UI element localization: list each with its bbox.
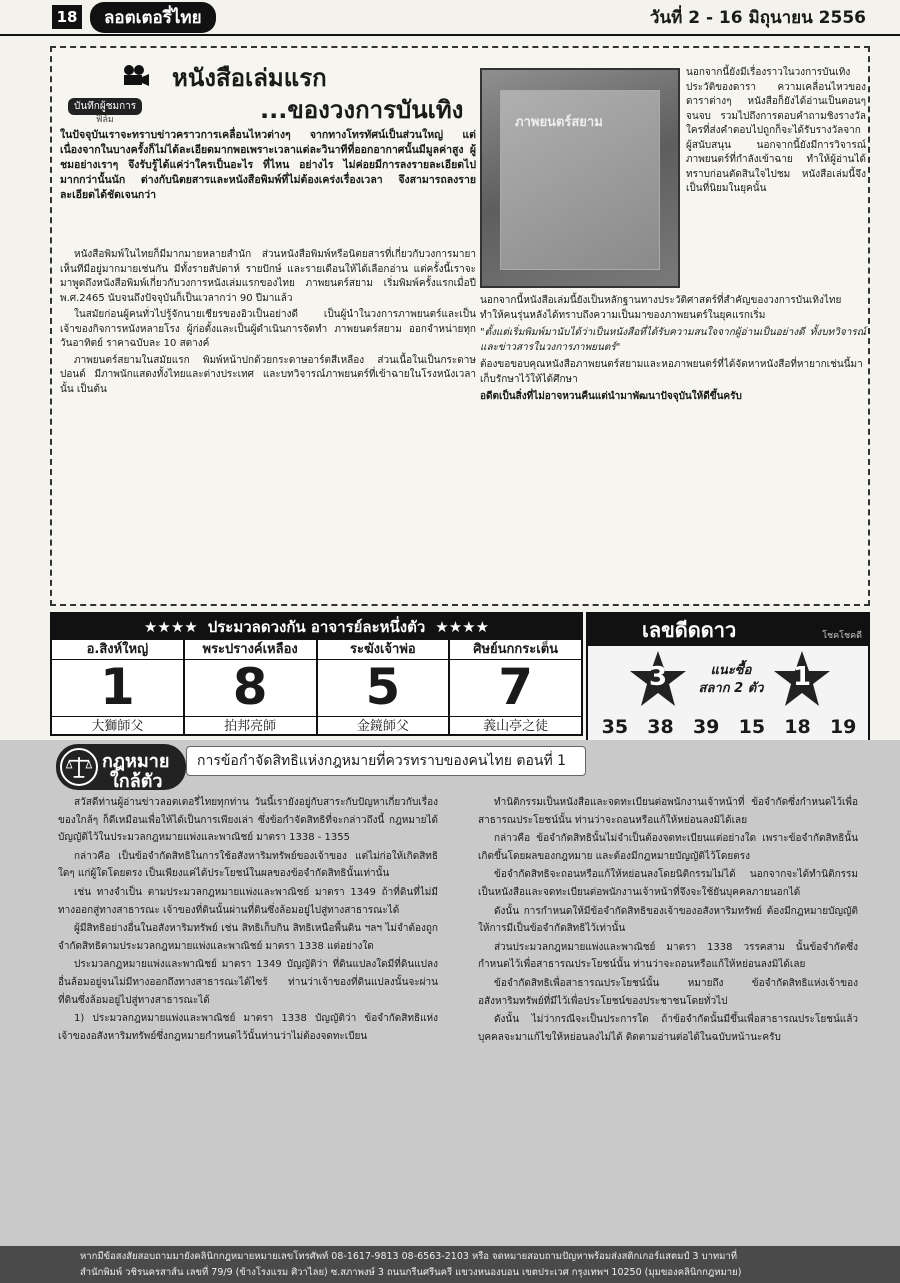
quote-paragraph: "ตั้งแต่เริ่มพิมพ์มานับได้ว่าเป็นหนังสือที่ได้รับความสนใจจากผู้อ่านเป็นอย่างดี ทั้งบทวิจารณ์และข่าวสารในวงการภาพยนตร์" <box>480 327 866 353</box>
scales-of-justice-icon <box>60 748 98 786</box>
master-column <box>185 640 318 736</box>
lotto-number: 38 <box>647 716 674 738</box>
footer-line1: หากมีข้อสงสัยสอบถามมายังคลินิกกฎหมายหมายเลขโทรศัพท์ 08-1617-9813 08-6563-2103 หรือ จดหมายสอบถามปัญหาพร้อมส่งสติกเกอร์แสตมป์ 3 บาทมาที่ <box>80 1251 738 1262</box>
lotto-number: 35 <box>601 716 629 738</box>
advice-line2: สลาก 2 ตัว <box>698 681 764 696</box>
article-title-block <box>60 54 480 125</box>
master-name: อ.สิงห์ใหญ่ <box>52 640 183 660</box>
lottery-grid <box>52 640 581 736</box>
star-icon <box>628 650 688 708</box>
law-paragraph: ผู้มีสิทธิอย่างอื่นในอสังหาริมทรัพย์ เช่น สิทธิเก็บกิน สิทธิเหนือพื้นดิน ฯลฯ ไม่จำต้องถูกจำกัดสิทธิตามประมวลกฎหมายแพ่งและพาณิชย์ มาตรา 1338 แต่อย่างใด <box>58 923 438 952</box>
article-title-line1: หนังสือเล่มแรก <box>172 64 327 92</box>
body-paragraph: ในสมัยก่อนผู้คนทั่วไปรู้จักนายเชียรของอิวเป็นอย่างดี เป็นผู้นำในวงการภาพยนตร์และเป็นเจ้าของกิจการหนังหลายโรง ผู้ก่อตั้งและเป็นผู้ดำเนินการจัดทำ ภาพยนตร์สยาม ออกจำหน่ายทุกวันอาทิตย์ ราคาฉบับละ 10 สตางค์ <box>60 309 476 349</box>
body-paragraph: ภาพยนตร์สยามในสมัยแรก พิมพ์หน้าปกด้วยกระดาษอาร์ตสีเหลือง ส่วนเนื้อในเป็นกระดาษปอนด์ มีภาพนักแสดงทั้งไทยและต่างประเทศ และบทวิจารณ์ภาพยนตร์ที่เข้าฉายในโรงหนังเวลานั้น เป็นต้น <box>60 354 476 395</box>
article-right-column: นอกจากนี้ยังมีเรื่องราวในวงการบันเทิง ประวัติของดารา ความเคลื่อนไหวของดาราต่างๆ หนังสือก็ยังได้อ่านเป็นตอนๆ จนจบ รวมไปถึงการตอบคำถามชิงรางวัล ใครที่ส่งคำตอบไปถูกก็จะได้รับรางวัลจากผู้สนับสนุน นอกจากนี้ยังมีการวิจารณ์ภาพยนตร์ที่กำลังเข้าฉาย ทำให้ผู้อ่านได้ทราบก่อนตัดสินใจไปชม หนังสือเล่มนี้จึงเป็นที่นิยมในยุคนั้น <box>686 67 866 194</box>
law-paragraph: ทำนิติกรรมเป็นหนังสือและจดทะเบียนต่อพนักงานเจ้าหน้าที่ ข้อจำกัดซึ่งกำหนดไว้เพื่อสาธารณประโยชน์นั้น ท่านว่าจะถอนหรือแก้ให้หย่อนลงมิได้เลย <box>478 797 858 826</box>
master-name: ระฆังเจ้าพ่อ <box>318 640 449 660</box>
law-paragraph: เช่น ทางจำเป็น ตามประมวลกฎหมายแพ่งและพาณิชย์ มาตรา 1349 ถ้าที่ดินที่ไม่มีทางออกสู่ทางสาธารณะ เจ้าของที่ดินนั้นผ่านที่ดินซึ่งล้อมอยู่ไปสู่ทางสาธารณะได้ <box>58 886 438 916</box>
master-column <box>318 640 451 736</box>
article-body <box>60 248 476 399</box>
law-column-tag <box>56 744 186 790</box>
lucky-number: 1 <box>99 658 135 716</box>
star-number-left: 3 <box>648 662 668 692</box>
column-kicker: ฟิล์ม <box>96 115 114 125</box>
law-section <box>0 740 900 1283</box>
closing-line: อดีตเป็นสิ่งที่ไม่อาจหวนคืนแต่นำมาพัฒนาปัจจุบันให้ดีขึ้นครับ <box>480 391 742 402</box>
law-left-column <box>58 794 438 1046</box>
magazine-cover <box>500 90 660 270</box>
magazine-cover-photo <box>480 68 680 288</box>
law-tag-line2: ใกล้ตัว <box>110 771 163 792</box>
footer-line2: สำนักพิมพ์ วชิรนครสาส์น เลขที่ 79/9 (ข้างโรงแรม ศิวาไลย) ซ.สภาพงษ์ 3 ถนนกรีนศรีนครี แขวงหนองบอน เขตประเวศ กรุงเทพฯ 10250 (มุมของคลินิกกฎหมาย) <box>80 1267 742 1278</box>
star-number-right: 1 <box>792 662 812 692</box>
star-lotto-header <box>588 614 868 646</box>
law-footer-contact <box>0 1246 900 1283</box>
master-name: พระปรางค์เหลือง <box>185 640 316 660</box>
master-chinese-name: 大獅師父 <box>52 716 183 736</box>
lotto-number: 15 <box>738 716 766 738</box>
law-right-column <box>478 794 858 1047</box>
body-paragraph: หนังสือพิมพ์ในไทยก็มีมากมายหลายสำนัก ส่วนหนังสือพิมพ์หรือนิตยสารที่เกี่ยวกับวงการมายาเห็นทีมีอยู่มากมายเช่นกัน มีทั้งรายสัปดาห์ รายปักษ์ และรายเดือนให้ได้เลือกอ่าน แต่ครั้งนี้เราจะมาพูดถึงหนังสือพิมพ์เกี่ยวกับวงการหนังเล่มแรกของไทย ภาพยนตร์สยาม เริ่มพิมพ์ครั้งแรกเมื่อปี พ.ศ.2465 นับจนถึงปัจจุบันก็เป็นเวลากว่า 90 ปีมาแล้ว <box>60 249 476 304</box>
article-lead: ในปัจจุบันเราจะทราบข่าวคราวการเคลื่อนไหวต่างๆ จากทางโทรทัศน์เป็นส่วนใหญ่ แต่เนื่องจากในบางครั้งก็ไม่ได้ละเอียดมากพอเพราะเวลาแต่ละวินาทีที่ออกอากาศนั้นมีมูลค่าสูง ผู้ชมอย่างเราๆ จึงรับรู้ได้แค่ว่าใครเป็นอะไร ที่ไหน อย่างไร ไม่ค่อยมีการลงรายละเอียดไปมากกว่านั้นนัก ต่างกับนิตยสารและหนังสือพิมพ์ที่ไม่ต้องเคร่งเรื่องเวลา จึงสามารถลงรายละเอียดได้ชัดเจนกว่า <box>60 129 476 201</box>
star-icon: ★★★★ <box>435 618 490 636</box>
article-bottom-text <box>480 294 866 408</box>
master-name: ศิษย์นกกระเต็น <box>450 640 581 660</box>
master-column <box>450 640 581 736</box>
publication-brand: ลอตเตอรี่ไทย <box>90 2 216 33</box>
lucky-number: 5 <box>365 658 401 716</box>
master-chinese-name: 拍邦亮師 <box>185 716 316 736</box>
star-icon: ★★★★ <box>143 618 198 636</box>
advice-line1: แนะซื้อ <box>710 663 752 678</box>
law-paragraph: ส่วนประมวลกฎหมายแพ่งและพาณิชย์ มาตรา 1338 วรรคสาม นั้นข้อจำกัดซึ่งกำหนดไว้เพื่อสาธารณประโยชน์นั้น ท่านว่าจะถอนหรือแก้ให้หย่อนลงมิได้เลย <box>478 941 858 971</box>
lotto-number: 39 <box>692 716 720 738</box>
law-paragraph: ดังนั้น ไม่ว่ากรณีจะเป็นประการใด ถ้าข้อจำกัดนั้นมีขึ้นเพื่อสาธารณประโยชน์แล้ว บุคคลจะมาแก้ไขให้หย่อนลงไม่ได้ ติดตามอ่านต่อได้ในฉบับหน้านะครับ <box>478 1014 858 1043</box>
law-title: การข้อกำจัดสิทธิแห่งกฎหมายที่ควรทราบของคนไทย ตอนที่ 1 <box>186 746 586 776</box>
lucky-number: 8 <box>232 658 268 716</box>
law-paragraph: กล่าวคือ เป็นข้อจำกัดสิทธิในการใช้อสังหาริมทรัพย์ของเจ้าของ แต่ไม่ก่อให้เกิดสิทธิใดๆ แก่ผู้ใดโดยตรง เป็นเพียงแค่ได้ประโยชน์ในผลของข้อจำกัดสิทธินั้นเท่านั้น <box>58 850 438 880</box>
body-paragraph: ต้องขอขอบคุณหนังสือภาพยนตร์สยามและหอภาพยนตร์ที่ได้จัดหาหนังสือที่หายากเช่นนี้มาเก็บรักษาไว้ให้ได้ศึกษา <box>480 359 863 385</box>
lotto-number: 19 <box>829 716 857 738</box>
master-chinese-name: 金鏡師父 <box>318 716 449 736</box>
lottery-band-title: ประมวลดวงกัน อาจารย์ละหนึ่งตัว <box>207 618 426 636</box>
master-column <box>52 640 185 736</box>
lotto-number: 18 <box>784 716 811 738</box>
lucky-number: 7 <box>498 658 534 716</box>
lottery-band <box>52 614 581 640</box>
star-lotto-advice <box>696 662 766 698</box>
law-paragraph: ดังนั้น การกำหนดให้มีข้อจำกัดสิทธิของเจ้าของอสังหาริมทรัพย์ ต้องมีกฎหมายบัญญัติให้การมีเป็นข้อจำกัดสิทธิไว้เท่านั้น <box>478 905 858 935</box>
law-paragraph: ประมวลกฎหมายแพ่งและพาณิชย์ มาตรา 1349 บัญญัติว่า ที่ดินแปลงใดมีที่ดินแปลงอื่นล้อมอยู่จนไม่มีทางออกถึงทางสาธารณะได้ไซร้ ท่านว่าเจ้าของที่ดินแปลงนั้นจะผ่านที่ดินซึ่งล้อมอยู่ไปสู่ทางสาธารณะได้ <box>58 959 438 1006</box>
law-paragraph: ข้อจำกัดสิทธิจะถอนหรือแก้ให้หย่อนลงโดยนิติกรรมไม่ได้ นอกจากจะได้ทำนิติกรรมเป็นหนังสือและจดทะเบียนต่อพนักงานเจ้าหน้าที่จึงจะใช้ยันบุคคลภายนอกได้ <box>478 869 858 898</box>
page-header <box>0 0 900 36</box>
star-lotto-corner: โชคโชคดี <box>822 631 862 641</box>
lottery-picks-box <box>50 612 583 736</box>
body-paragraph: นอกจากนี้หนังสือเล่มนี้ยังเป็นหลักฐานทางประวัติศาสตร์ที่สำคัญของวงการบันเทิงไทย ทำให้คนรุ่นหลังได้ทราบถึงความเป็นมาของภาพยนตร์ในยุคแรกเริ่ม <box>480 295 842 321</box>
cover-title: ภาพยนตร์สยาม <box>515 115 603 130</box>
master-chinese-name: 義山亭之徒 <box>450 716 581 736</box>
star-lotto-title: เลขดีดดาว <box>642 618 737 642</box>
law-paragraph: 1) ประมวลกฎหมายแพ่งและพาณิชย์ มาตรา 1338 บัญญัติว่า ข้อจำกัดสิทธิแห่งเจ้าของอสังหาริมทรัพย์ซึ่งกฎหมายกำหนดไว้นั้นท่านว่าไม่ต้องจดทะเบียน <box>58 1013 438 1042</box>
star-icon <box>772 650 832 708</box>
law-paragraph: สวัสดีท่านผู้อ่านข่าวลอตเตอรี่ไทยทุกท่าน วันนี้เรายังอยู่กับสาระกับปัญหาเกี่ยวกับเรื่องของใกล้ๆ ก็ดีเหมือนเพื่อให้ได้เป็นการเพียงเล่า ซึ่งข้อกำจัดสิทธิที่จะกล่าวถึงนี้ กฎหมายได้บัญญัติไว้ในประมวลกฎหมายแพ่งและพาณิชย์ มาตรา 1338 - 1355 <box>58 797 438 844</box>
issue-date: วันที่ 2 - 16 มิถุนายน 2556 <box>649 7 866 28</box>
law-paragraph: กล่าวคือ ข้อจำกัดสิทธินั้นไม่จำเป็นต้องจดทะเบียนแต่อย่างใด เพราะข้อจำกัดสิทธินั้นเกิดขึ้นโดยผลของกฎหมาย และต้องมีกฎหมายบัญญัติไว้โดยตรง <box>478 833 858 862</box>
law-tag-line1: กฎหมาย <box>102 751 170 772</box>
page-number: 18 <box>52 5 82 29</box>
law-paragraph: ข้อจำกัดสิทธิเพื่อสาธารณประโยชน์นั้น หมายถึง ข้อจำกัดสิทธิแห่งเจ้าของอสังหาริมทรัพย์ที่มีไว้เพื่อประโยชน์ของประชาชนโดยทั่วไป <box>478 977 858 1007</box>
feature-article <box>50 46 870 606</box>
film-camera-icon <box>122 64 150 88</box>
column-badge: บันทึกผู้ชมการ <box>68 98 142 115</box>
article-title-line2: ...ของวงการบันเทิง <box>260 96 464 124</box>
